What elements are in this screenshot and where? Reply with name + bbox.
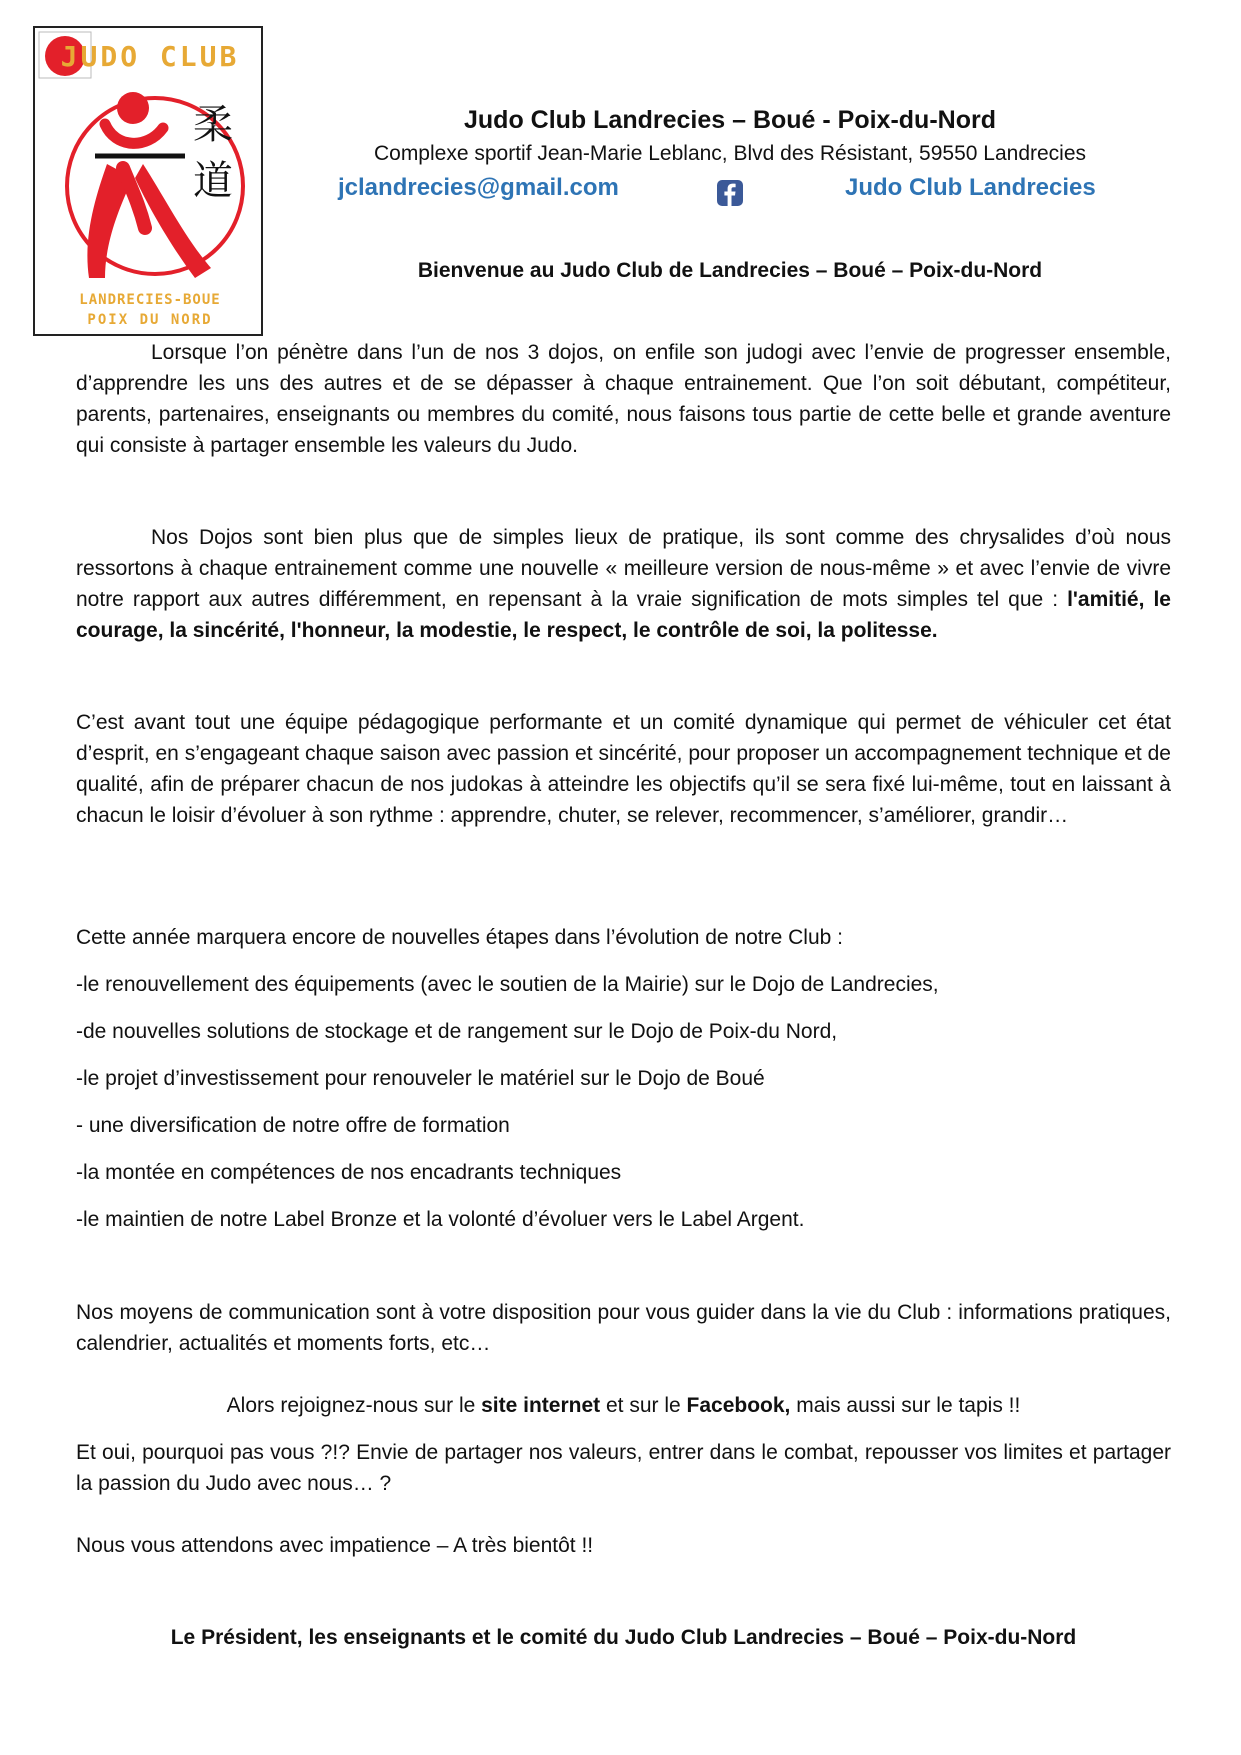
email-link[interactable]: jclandrecies@gmail.com <box>338 174 619 201</box>
facebook-mention: Facebook, <box>686 1394 791 1417</box>
website-mention: site internet <box>481 1394 601 1417</box>
list-item: -le renouvellement des équipements (avec le soutien de la Mairie) sur le Dojo de Landrecies, <box>76 973 939 996</box>
join-text-b: et sur le <box>600 1394 687 1417</box>
club-address: Complexe sportif Jean-Marie Leblanc, Blvd des Résistant, 59550 Landrecies <box>373 142 1087 165</box>
kanji-do: 道 <box>193 158 233 204</box>
facebook-page-link[interactable]: Judo Club Landrecies <box>845 174 1096 201</box>
kanji-ju: 柔 <box>193 102 233 148</box>
club-logo-graphic <box>35 28 263 336</box>
list-item: -de nouvelles solutions de stockage et de rangement sur le Dojo de Poix-du Nord, <box>76 1020 838 1043</box>
paragraph-communication: Nos moyens de communication sont à votre disposition pour vous guider dans la vie du Club : informations pratiques, calendrier, actualités et moments forts, etc… <box>76 1301 1171 1355</box>
closing-line: Nous vous attendons avec impatience – A très bientôt !! <box>76 1534 594 1557</box>
signature: Le Président, les enseignants et le comité du Judo Club Landrecies – Boué – Poix-du-Nord <box>170 1626 1077 1649</box>
logo-subtitle-line2: POIX DU NORD <box>87 312 213 328</box>
welcome-heading: Bienvenue au Judo Club de Landrecies – Boué – Poix-du-Nord <box>417 259 1043 282</box>
facebook-icon[interactable] <box>717 180 743 206</box>
paragraph-team: C’est avant tout une équipe pédagogique performante et un comité dynamique qui permet de véhiculer cet état d’esprit, en s’engageant chaque saison avec passion et sincérité, pour proposer un accompagnement technique et de qualité, afin de préparer chacun de nos judokas à atteindre les objectifs qu’il se sera fixé lui-même, tout en laissant à chacun le loisir d’évoluer à son rythme : apprendre, chuter, se relever, recommencer, s’améliorer, grandir… <box>76 711 1171 827</box>
club-title: Judo Club Landrecies – Boué - Poix-du-Nord <box>464 106 996 134</box>
join-text-a: Alors rejoignez-nous sur le <box>226 1394 482 1417</box>
paragraph-intro: Lorsque l’on pénètre dans l’un de nos 3 dojos, on enfile son judogi avec l’envie de progresser ensemble, d’apprendre les uns des autres et de se dépasser à chaque entrainement. Que l’on soit débutant, compétiteur, parents, partenaires, enseignants ou membres du comité, nous faisons tous partie de cette belle et grande aventure qui consiste à partager ensemble les valeurs du Judo. <box>76 341 1171 457</box>
join-line <box>76 1390 1171 1421</box>
judo-values: l'amitié, le courage, la sincérité, l'honneur, la modestie, le respect, le contrôle de soi, la politesse. <box>76 588 1171 642</box>
paragraph-why-not-you: Et oui, pourquoi pas vous ?!? Envie de partager nos valeurs, entrer dans le combat, repousser vos limites et partager la passion du Judo avec nous… ? <box>76 1441 1171 1495</box>
club-logo <box>33 26 263 336</box>
logo-subtitle-line1: LANDRECIES-BOUE <box>79 292 221 308</box>
join-text-c: mais aussi sur le tapis !! <box>790 1394 1021 1417</box>
paragraph-dojos <box>76 522 1171 646</box>
list-item: - une diversification de notre offre de formation <box>76 1114 510 1137</box>
list-item: -le maintien de notre Label Bronze et la volonté d’évoluer vers le Label Argent. <box>76 1208 805 1231</box>
paragraph-dojos-text: Nos Dojos sont bien plus que de simples lieux de pratique, ils sont comme des chrysalides d’où nous ressortons à chaque entrainement comme une nouvelle « meilleure version de nous-même » et avec l’envie de vivre notre rapport aux autres différemment, en repensant à la vraie signification de mots simples tel que : <box>76 526 1171 611</box>
list-item: -le projet d’investissement pour renouveler le matériel sur le Dojo de Boué <box>76 1067 765 1090</box>
logo-title: JUDO CLUB <box>60 40 240 73</box>
list-intro: Cette année marquera encore de nouvelles étapes dans l’évolution de notre Club : <box>76 926 844 949</box>
list-item: -la montée en compétences de nos encadrants techniques <box>76 1161 622 1184</box>
